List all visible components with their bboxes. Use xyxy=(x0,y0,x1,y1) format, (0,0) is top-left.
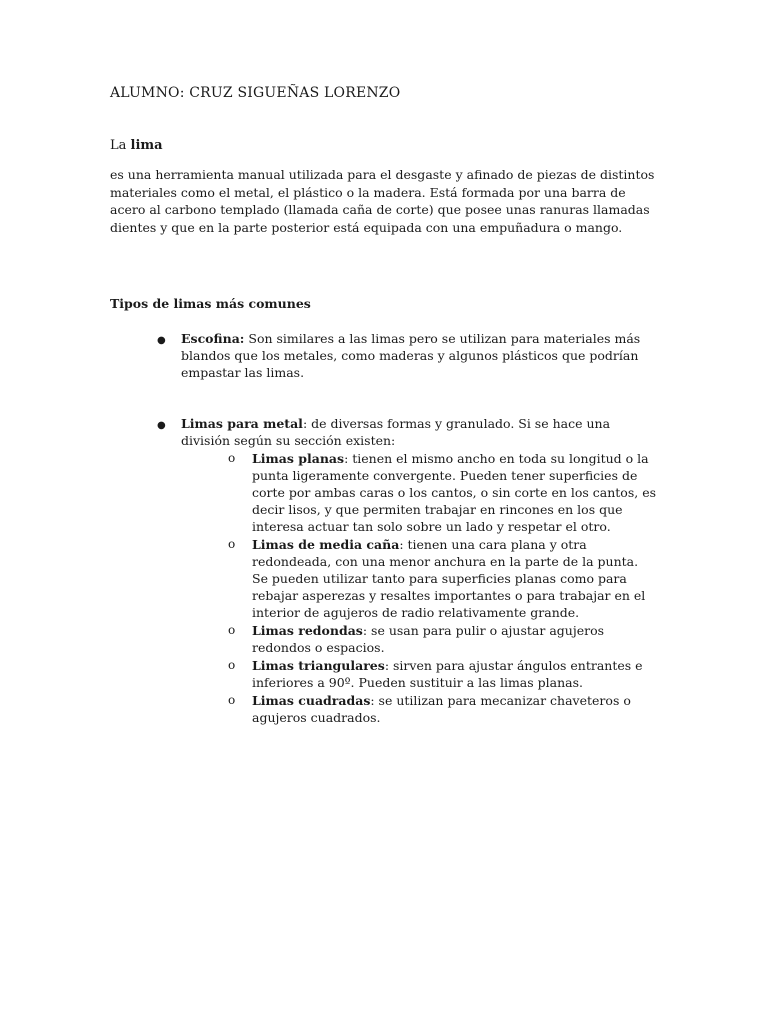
sub-item-description: : sirven para ajustar ángulos entrantes e inferiores a 90º. Pueden sustituir a las limas planas. xyxy=(252,658,643,690)
intro-term: lima xyxy=(130,138,163,153)
sub-item-description: : tienen una cara plana y otra redondeada, con una menor anchura en la parte de la punta. Se pueden utilizar tanto para superficies planas como para rebajar asperezas y resaltes importantes o para trabajar en el interior de agujeros de radio relativamente grande. xyxy=(252,537,646,620)
sub-item-term: Limas de media caña xyxy=(252,537,400,552)
bullet-description: : de diversas formas y granulado. Si se hace una división según su sección existen: xyxy=(181,416,611,448)
sub-item-marker: o xyxy=(228,537,236,551)
sub-item-marker: o xyxy=(228,451,236,465)
sub-item-description: : se utilizan para mecanizar chaveteros o agujeros cuadrados. xyxy=(252,693,631,725)
intro-paragraph: es una herramienta manual utilizada para el desgaste y afinado de piezas de distintos materiales como el metal, el plástico o la madera. Está formada por una barra de acero al carbono templado (llamada caña de corte) que posee unas ranuras llamadas dientes y que en la parte posterior está equipada con una empuñadura o mango. xyxy=(110,167,655,235)
sub-item-limas-media-cana xyxy=(252,536,657,621)
sub-item-term: Limas redondas xyxy=(252,623,363,638)
intro-heading xyxy=(110,138,163,153)
intro-prefix: La xyxy=(110,138,131,153)
bullet-term: Escofina: xyxy=(181,331,245,346)
sub-item-limas-cuadradas xyxy=(252,692,657,726)
bullet-marker: ● xyxy=(157,335,166,346)
sub-item-limas-triangulares xyxy=(252,657,657,691)
bullet-term: Limas para metal xyxy=(181,416,303,431)
student-name-line: ALUMNO: CRUZ SIGUEÑAS LORENZO xyxy=(110,85,401,101)
sub-item-limas-planas xyxy=(252,450,657,535)
bullet-item-escofina xyxy=(181,330,656,381)
sub-item-marker: o xyxy=(228,693,236,707)
bullet-item-limas-metal xyxy=(181,415,656,449)
sub-item-term: Limas cuadradas xyxy=(252,693,371,708)
sub-item-limas-redondas xyxy=(252,622,657,656)
section-title: Tipos de limas más comunes xyxy=(110,296,311,311)
sub-item-description: : se usan para pulir o ajustar agujeros redondos o espacios. xyxy=(252,623,605,655)
sub-item-marker: o xyxy=(228,658,236,672)
sub-item-description: : tienen el mismo ancho en toda su longitud o la punta ligeramente convergente. Pueden tener superficies de corte por ambas caras o los cantos, o sin corte en los cantos, es decir lisos, y que permiten trabajar en rincones en los que interesa actuar tan solo sobre un lado y respetar el otro. xyxy=(252,451,657,534)
bullet-description: Son similares a las limas pero se utilizan para materiales más blandos que los metales, como maderas y algunos plásticos que podrían empastar las limas. xyxy=(181,331,641,380)
sub-item-term: Limas planas xyxy=(252,451,345,466)
bullet-marker: ● xyxy=(157,420,166,431)
sub-item-term: Limas triangulares xyxy=(252,658,385,673)
sub-item-marker: o xyxy=(228,623,236,637)
